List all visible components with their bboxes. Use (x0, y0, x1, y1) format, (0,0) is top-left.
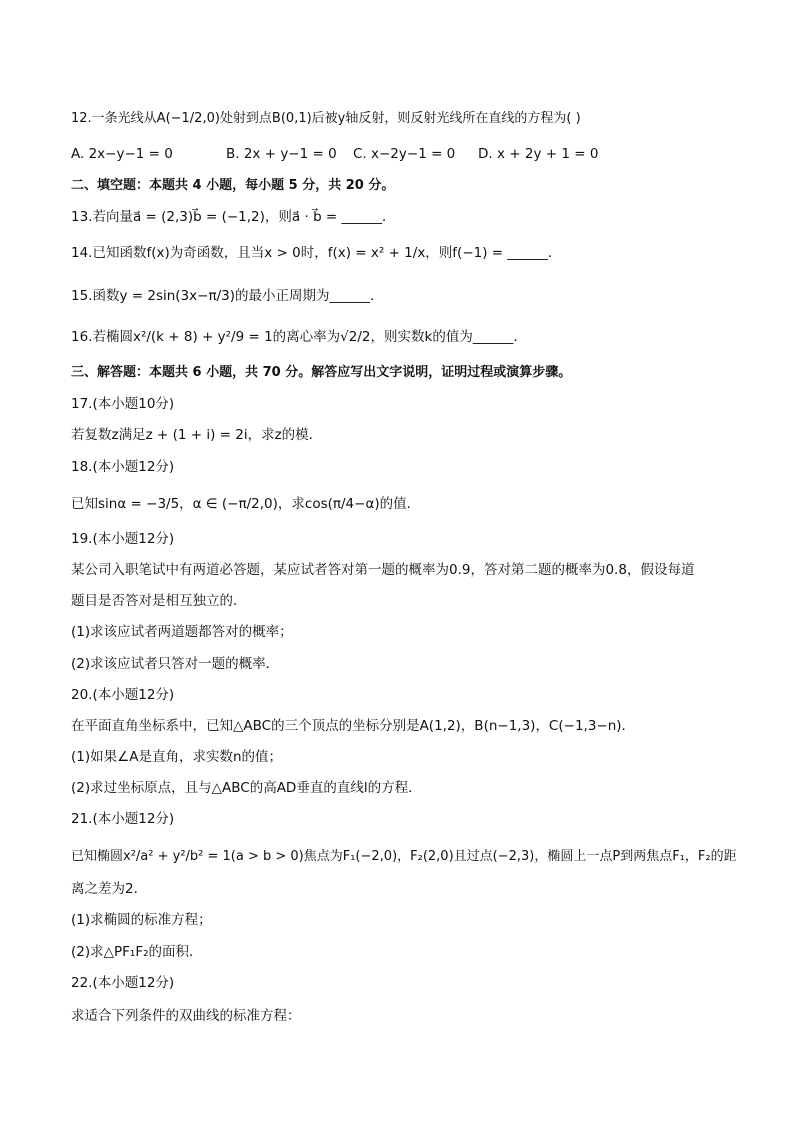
question-19-part-2: (2)求该应试者只答对一题的概率． (71, 656, 280, 672)
question-21-heading: 21.(本小题12分) (71, 811, 175, 827)
question-18-heading: 18.(本小题12分) (71, 459, 175, 475)
question-19-body-2: 题目是否答对是相互独立的． (71, 593, 247, 609)
question-22-body: 求适合下列条件的双曲线的标准方程： (71, 1008, 301, 1024)
question-12-option-d: D. x + 2y + 1 = 0 (478, 146, 599, 162)
question-22-heading: 22.(本小题12分) (71, 975, 175, 991)
question-16: 16.若椭圆x²/(k + 8) + y²/9 = 1的离心率为√2/2，则实数k的值为______． (71, 329, 527, 345)
question-21-part-2: (2)求△PF₁F₂的面积． (71, 944, 203, 960)
question-21-body-1: 已知椭圆x²/a² + y²/b² = 1(a > b > 0)焦点为F₁(−2,0)，F₂(2,0)且过点(−2,3)，椭圆上一点P到两焦点F₁，F₂的距 (71, 849, 737, 864)
question-19-part-1: (1)求该应试者两道题都答对的概率； (71, 624, 293, 640)
question-15: 15.函数y = 2sin(3x−π/3)的最小正周期为______． (71, 288, 384, 304)
section-solution-heading: 三、解答题：本题共 6 小题，共 70 分。解答应写出文字说明，证明过程或演算步骤。 (71, 365, 572, 380)
question-12-option-a: A. 2x−y−1 = 0 (71, 146, 173, 162)
question-20-part-2: (2)求过坐标原点，且与△ABC的高AD垂直的直线l的方程． (71, 780, 422, 796)
question-12-option-c: C. x−2y−1 = 0 (353, 146, 456, 162)
question-21-body-2: 离之差为2． (71, 881, 148, 897)
question-14: 14.已知函数f(x)为奇函数，且当x > 0时，f(x) = x² + 1/x，则f(−1) = ______． (71, 245, 562, 261)
question-17-heading: 17.(本小题10分) (71, 396, 175, 412)
question-12-stem: 12.一条光线从A(−1/2,0)处射到点B(0,1)后被y轴反射，则反射光线所在直线的方程为( ) (71, 111, 581, 126)
question-20-part-1: (1)如果∠A是直角，求实数n的值； (71, 749, 283, 765)
question-19-body-1: 某公司入职笔试中有两道必答题，某应试者答对第一题的概率为0.9，答对第二题的概率为0.8，假设每道 (71, 562, 695, 578)
question-18-body: 已知sinα = −3/5，α ∈ (−π/2,0)，求cos(π/4−α)的值． (71, 496, 421, 512)
question-12-option-b: B. 2x + y−1 = 0 (226, 146, 337, 162)
question-21-part-1: (1)求椭圆的标准方程； (71, 912, 212, 928)
question-13: 13.若向量a⃗ = (2,3)b⃗ = (−1,2)，则a⃗ · b⃗ = ______． (71, 209, 396, 225)
section-fill-in-heading: 二、填空题：本题共 4 小题，每小题 5 分，共 20 分。 (71, 178, 395, 193)
question-17-body: 若复数z满足z + (1 + i) = 2i，求z的模． (71, 427, 323, 443)
question-20-body: 在平面直角坐标系中，已知△ABC的三个顶点的坐标分别是A(1,2)，B(n−1,3)，C(−1,3−n)． (71, 718, 636, 734)
question-20-heading: 20.(本小题12分) (71, 687, 175, 703)
question-19-heading: 19.(本小题12分) (71, 531, 175, 547)
